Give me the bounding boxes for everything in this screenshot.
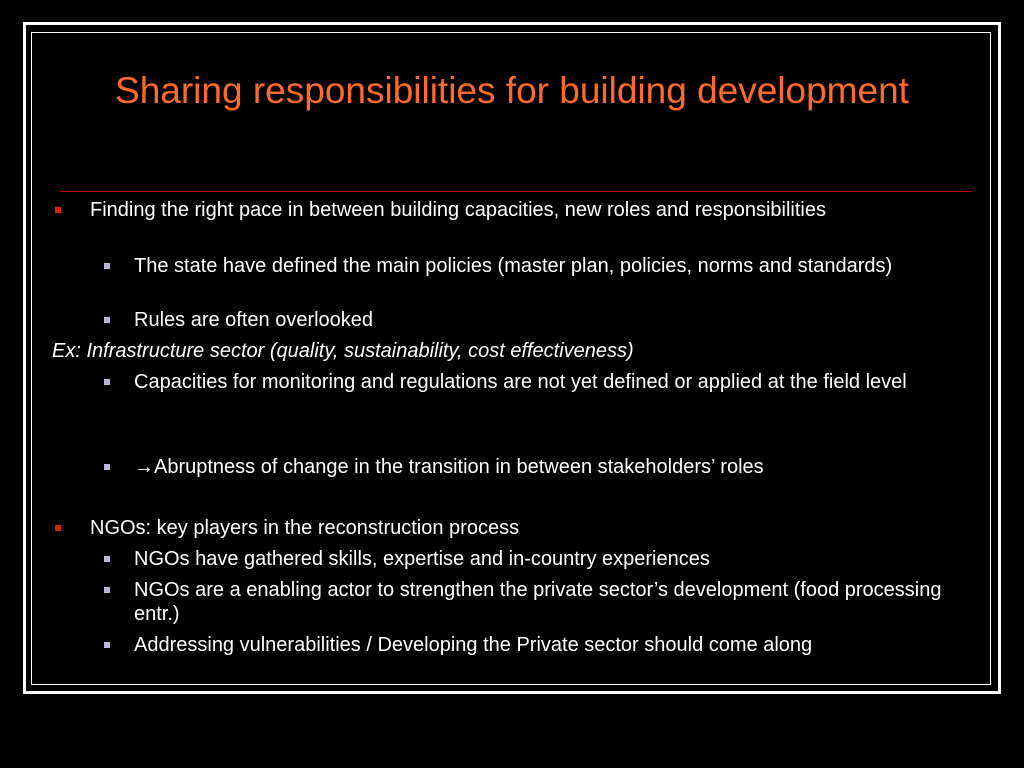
bullet-text: NGOs are a enabling actor to strengthen the private sector’s development (food processing entr.)	[134, 579, 942, 625]
sub-bullet-item	[134, 370, 974, 394]
square-bullet-icon	[55, 207, 61, 213]
bullet-text: →Abruptness of change in the transition in between stakeholders’ roles	[134, 456, 764, 478]
bullet-text: Capacities for monitoring and regulations are not yet defined or applied at the field level	[134, 371, 907, 393]
slide-title: Sharing responsibilities for building development	[115, 70, 909, 111]
bullet-text: NGOs have gathered skills, expertise and in-country experiences	[134, 548, 710, 570]
square-bullet-icon	[104, 263, 110, 269]
bullet-item	[90, 516, 940, 540]
sub-bullet-item	[134, 578, 984, 626]
example-line	[52, 339, 952, 363]
square-bullet-icon	[55, 525, 61, 531]
bullet-item	[90, 198, 890, 222]
title-divider	[60, 191, 972, 192]
sub-bullet-item	[134, 547, 984, 571]
square-bullet-icon	[104, 556, 110, 562]
square-bullet-icon	[104, 587, 110, 593]
sub-bullet-item	[134, 455, 984, 479]
sub-bullet-item	[134, 308, 984, 332]
bullet-text: NGOs: key players in the reconstruction process	[90, 517, 520, 539]
square-bullet-icon	[104, 317, 110, 323]
example-text: Ex: Infrastructure sector (quality, sustainability, cost effectiveness)	[52, 340, 634, 362]
sub-bullet-item	[134, 633, 954, 657]
bullet-text: Addressing vulnerabilities / Developing the Private sector should come along	[134, 634, 813, 656]
square-bullet-icon	[104, 379, 110, 385]
bullet-text: The state have defined the main policies (master plan, policies, norms and standards)	[134, 255, 893, 277]
square-bullet-icon	[104, 464, 110, 470]
square-bullet-icon	[104, 642, 110, 648]
sub-bullet-item	[134, 254, 984, 278]
bullet-text: Finding the right pace in between building capacities, new roles and responsibilities	[90, 199, 826, 221]
bullet-text: Rules are often overlooked	[134, 309, 374, 331]
